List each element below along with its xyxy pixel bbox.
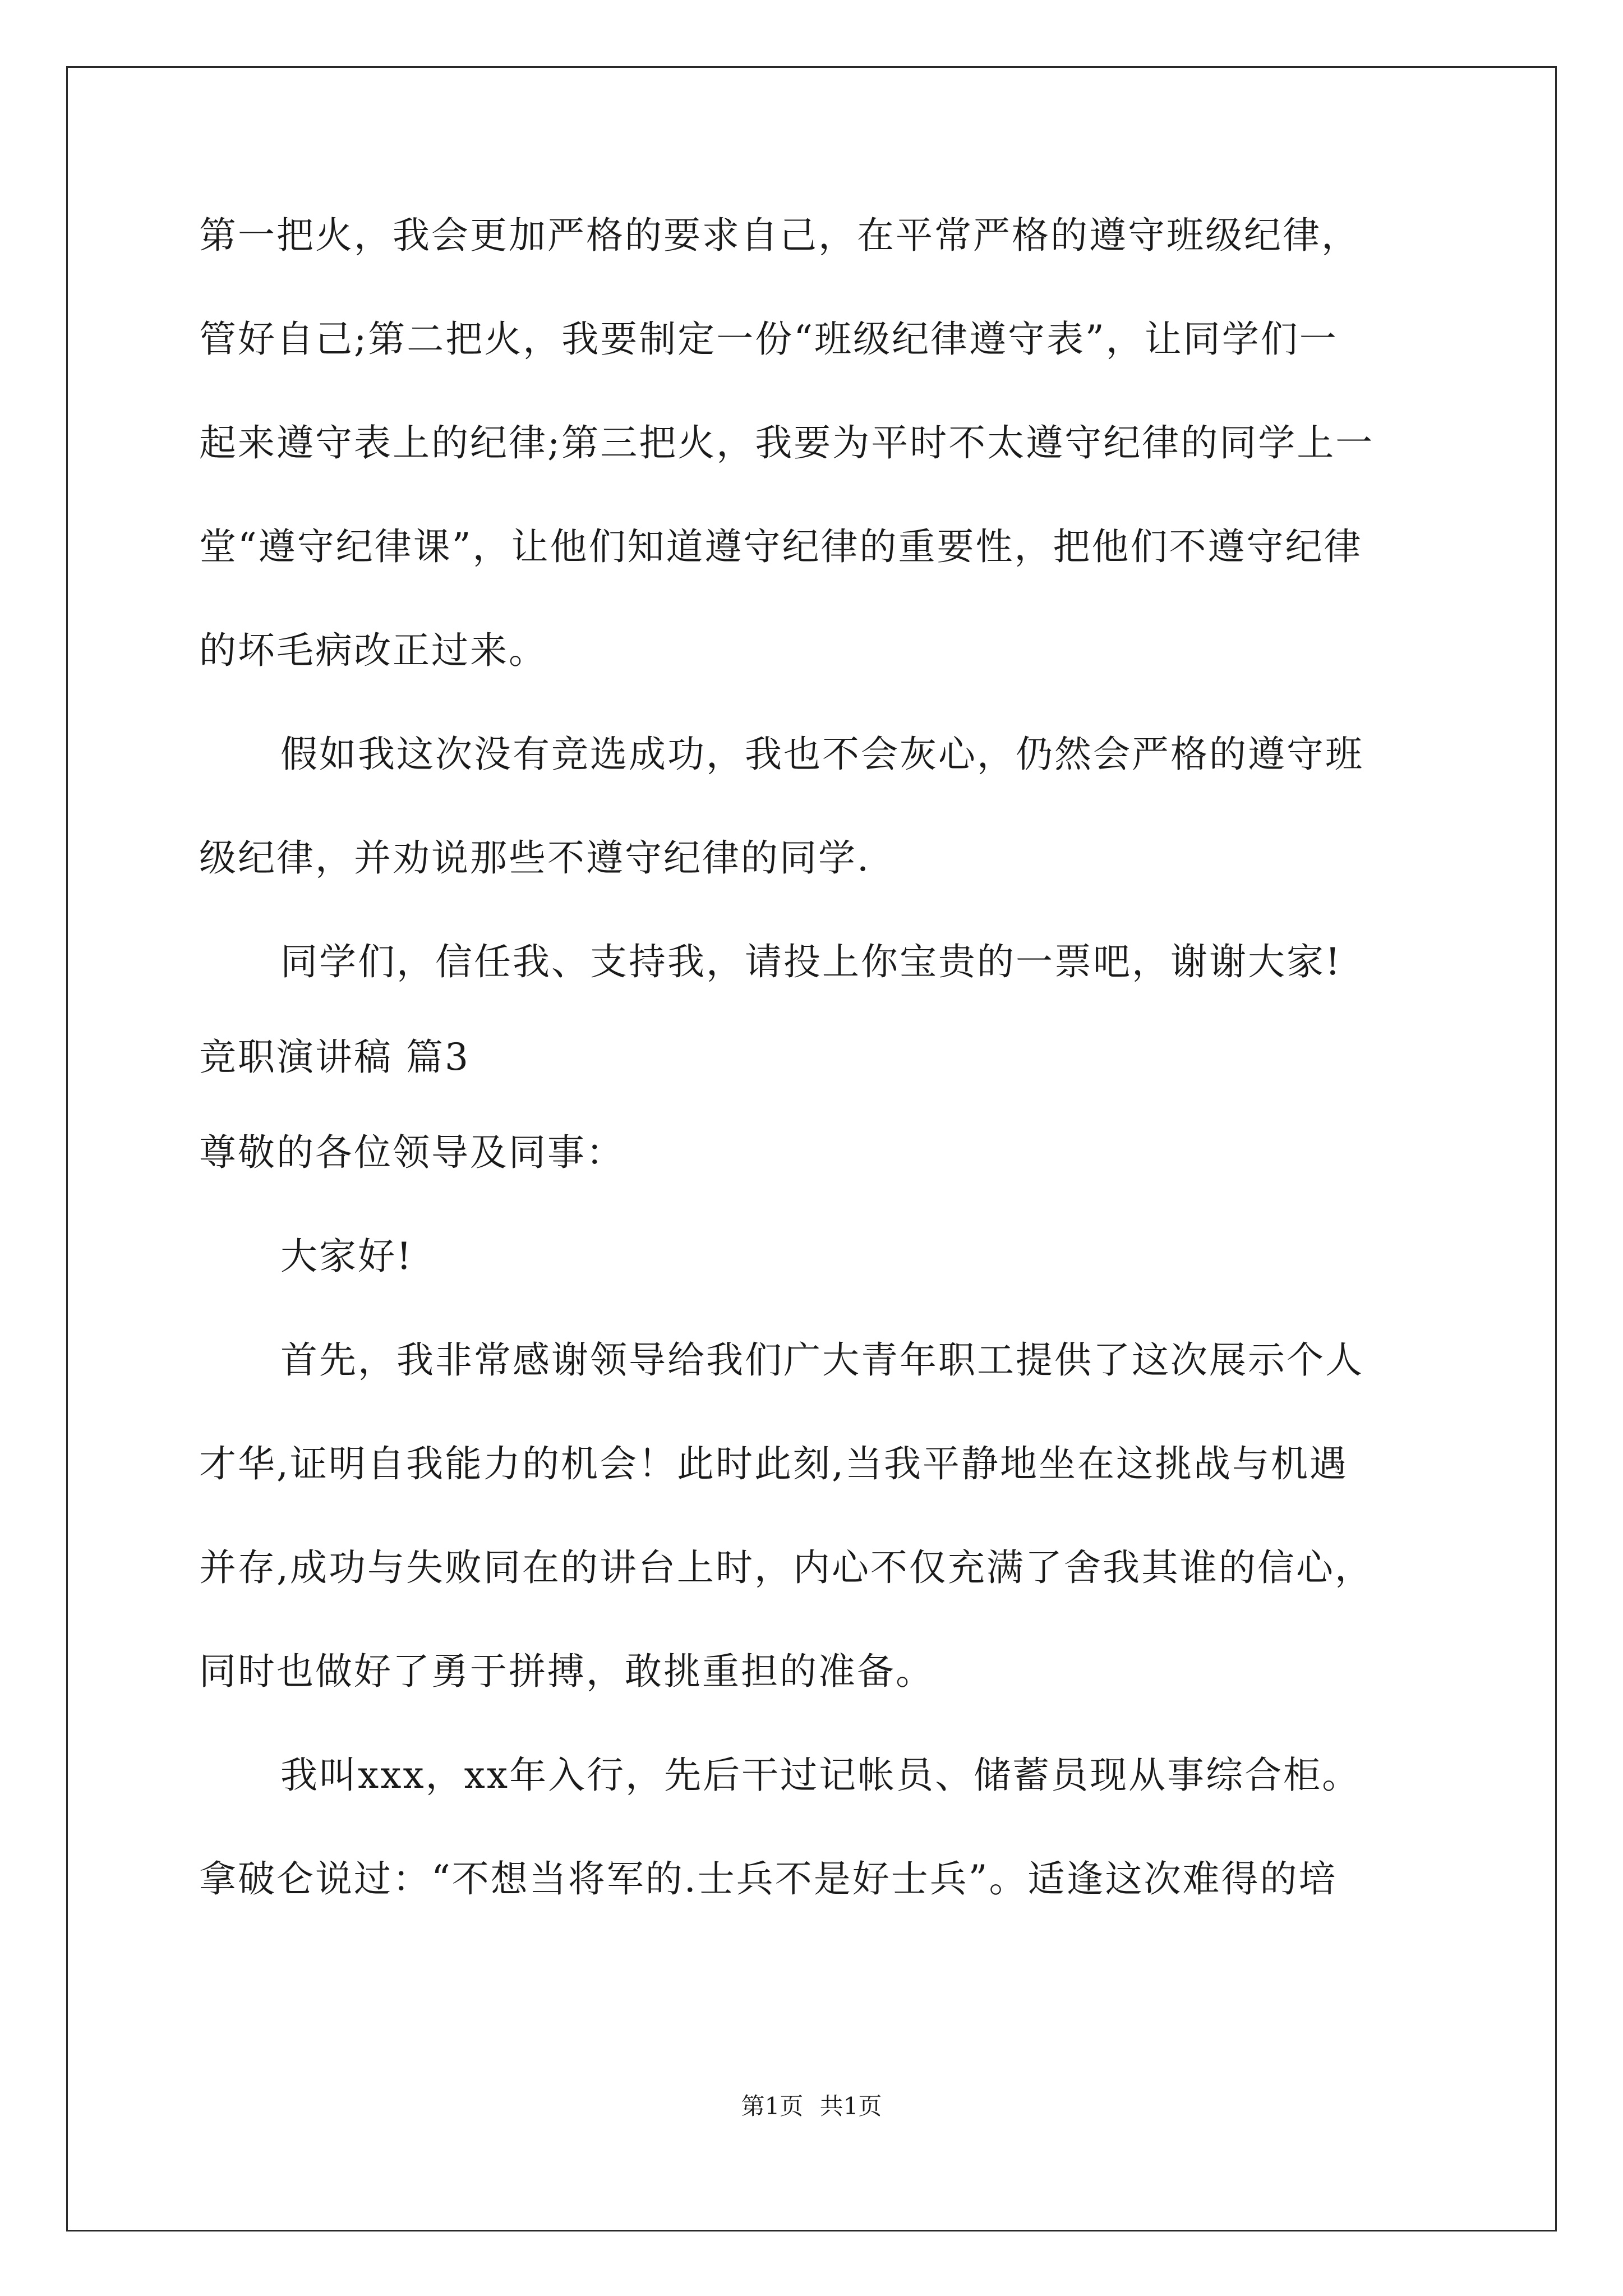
paragraph-first-line: 假如我这次没有竞选成功，我也不会灰心，仍然会严格的遵守班: [280, 733, 1364, 776]
paragraph-first-line: 同学们，信任我、支持我，请投上你宝贵的一票吧，谢谢大家!: [280, 940, 1342, 983]
text-line: 的坏毛病改正过来。: [199, 629, 547, 672]
text-line: 并存,成功与失败同在的讲台上时，内心不仅充满了舍我其谁的信心，: [199, 1546, 1373, 1589]
paragraph-first-line: 首先，我非常感谢领导给我们广大青年职工提供了这次展示个人: [280, 1338, 1364, 1382]
section-heading: 竞职演讲稿 篇3: [199, 1036, 470, 1079]
text-line: 管好自己;第二把火，我要制定一份“班级纪律遵守表”，让同学们一: [199, 318, 1338, 361]
text-line: 第一把火，我会更加严格的要求自己，在平常严格的遵守班级纪律，: [199, 214, 1360, 257]
text-line: 拿破仑说过：“不想当将军的.士兵不是好士兵”。适逢这次难得的培: [199, 1857, 1338, 1901]
text-line: 才华,证明自我能力的机会！此时此刻,当我平静地坐在这挑战与机遇: [199, 1442, 1348, 1485]
text-line: 同时也做好了勇于拼搏，敢挑重担的准备。: [199, 1650, 934, 1693]
paragraph-first-line: 我叫xxx，xx年入行，先后干过记帐员、储蓄员现从事综合柜。: [280, 1754, 1361, 1797]
text-line: 级纪律，并劝说那些不遵守纪律的同学.: [199, 836, 870, 880]
page-footer: [0, 2092, 1623, 2120]
salutation: 尊敬的各位领导及同事：: [199, 1131, 625, 1174]
page-total: 共1页: [819, 2092, 882, 2120]
text-line: 堂“遵守纪律课”，让他们知道遵守纪律的重要性，把他们不遵守纪律: [199, 525, 1363, 568]
greeting: 大家好!: [280, 1235, 413, 1278]
text-line: 起来遵守表上的纪律;第三把火，我要为平时不太遵守纪律的同学上一: [199, 421, 1375, 464]
page-number: 第1页: [741, 2092, 804, 2120]
